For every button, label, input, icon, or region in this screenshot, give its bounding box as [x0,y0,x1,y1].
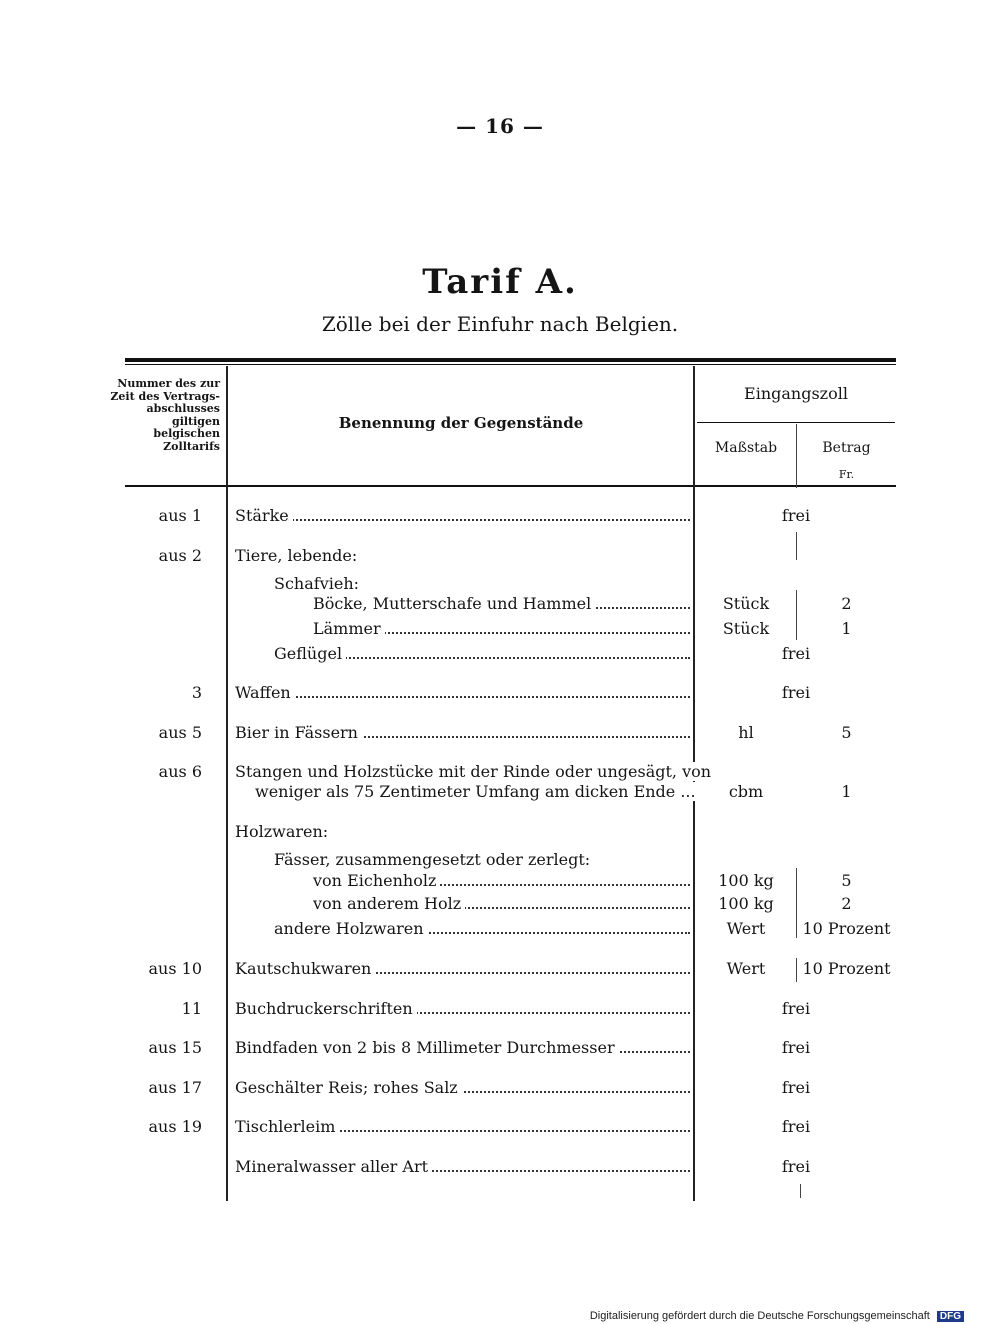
item-description [235,1036,690,1060]
item-description-text: Bier in Fässern [235,723,362,742]
duty-amount: 10 Prozent [802,919,891,938]
duty-measure: Stück [722,594,770,613]
item-description [274,642,690,666]
item-description [235,504,690,528]
table-row [0,869,1000,893]
tariff-number: 11 [181,999,202,1018]
dfg-logo: DFG [937,1311,964,1322]
duty-measure: 100 kg [718,894,774,913]
duty-free: frei [781,506,811,525]
item-description [255,780,696,804]
table-row [0,642,1000,666]
table-row [0,820,1000,844]
table-row [0,1036,1000,1060]
duty-amount: 2 [841,594,852,613]
duty-amount: 2 [841,894,852,913]
item-description-text: Fässer, zusammengesetzt oder zerlegt: [274,850,594,869]
column-header-number: Nummer des zur Zeit des Vertrags-abschlusses giltigen belgischen Zolltarifs [110,377,220,453]
item-description [313,617,690,641]
duty-free: frei [781,644,811,663]
column-header-amount: Betrag [822,440,871,456]
duty-amount: 5 [841,723,852,742]
table-divider-measure-5 [800,1184,801,1198]
item-description [235,820,690,844]
table-row [0,892,1000,916]
duty-measure: Wert [726,919,766,938]
item-description-text: Waffen [235,683,295,702]
column-header-duty: Eingangszoll [744,384,848,403]
item-description-text: Mineralwasser aller Art [235,1157,432,1176]
duty-free: frei [781,999,811,1018]
item-description [235,1155,690,1179]
item-description-text: Stangen und Holzstücke mit der Rinde oder ungesägt, von [235,762,715,781]
table-row [0,780,1000,804]
tariff-number: 3 [191,683,202,702]
item-description [235,681,690,705]
column-header-currency: Fr. [838,468,855,481]
footer-credit [590,1310,964,1322]
table-row [0,504,1000,528]
item-description-text: Kautschukwaren [235,959,375,978]
duty-measure: cbm [728,782,764,801]
item-description-text: Schafvieh: [274,574,363,593]
table-row [0,917,1000,941]
duty-measure: 100 kg [718,871,774,890]
tariff-number: aus 5 [158,723,202,742]
duty-free: frei [781,1117,811,1136]
duty-free: frei [781,1038,811,1057]
item-description [235,997,690,1021]
item-description [235,1076,690,1100]
table-row [0,957,1000,981]
table-row [0,592,1000,616]
duty-measure: Stück [722,619,770,638]
dot-leader [235,519,690,521]
item-description-text: Stärke [235,506,293,525]
duty-free: frei [781,1157,811,1176]
item-description [235,721,690,745]
table-top-rule [125,358,896,362]
duty-amount: 5 [841,871,852,890]
item-description [313,892,690,916]
item-description [235,957,690,981]
item-description-text: Böcke, Mutterschafe und Hammel [313,594,595,613]
table-row [0,617,1000,641]
page-title: Tarif A. [422,262,578,302]
page-number: — 16 — [456,114,544,138]
duty-measure: hl [738,723,754,742]
table-row [0,721,1000,745]
table-row [0,544,1000,568]
item-description [313,869,690,893]
item-description-text: Buchdruckerschriften [235,999,417,1018]
item-description-text: Tiere, lebende: [235,546,361,565]
item-description-text: andere Holzwaren [274,919,428,938]
page-subtitle: Zölle bei der Einfuhr nach Belgien. [321,312,679,336]
duty-header-rule [697,422,895,423]
tariff-number: aus 17 [148,1078,202,1097]
tariff-number: aus 2 [158,546,202,565]
duty-free: frei [781,683,811,702]
item-description [313,592,690,616]
item-description-text: Geschälter Reis; rohes Salz [235,1078,462,1097]
table-row [0,681,1000,705]
tariff-number: aus 6 [158,762,202,781]
item-description-text: Tischlerleim [235,1117,339,1136]
item-description-text: Lämmer [313,619,385,638]
duty-measure: Wert [726,959,766,978]
item-description-text: Geflügel [274,644,346,663]
column-header-name: Benennung der Gegenstände [338,414,584,432]
item-description [274,917,690,941]
duty-amount: 1 [841,619,852,638]
tariff-number: aus 19 [148,1117,202,1136]
table-top-rule-thin [125,364,896,365]
dot-leader [235,696,690,698]
footer-credit-text: Digitalisierung gefördert durch die Deutsche Forschungsgemeinschaft [589,1310,930,1322]
duty-free: frei [781,1078,811,1097]
table-row [0,997,1000,1021]
item-description [235,760,712,784]
tariff-number: aus 15 [148,1038,202,1057]
item-description [235,1115,690,1139]
item-description-text: von anderem Holz [313,894,465,913]
duty-amount: 10 Prozent [802,959,891,978]
table-header-rule [125,485,896,487]
item-description-text: von Eichenholz [313,871,440,890]
item-description-text: Bindfaden von 2 bis 8 Millimeter Durchmesser [235,1038,619,1057]
tariff-number: aus 10 [148,959,202,978]
table-row [0,1155,1000,1179]
duty-amount: 1 [841,782,852,801]
item-description-text: weniger als 75 Zentimeter Umfang am dicken Ende ... [255,782,700,801]
item-description-text: Holzwaren: [235,822,332,841]
table-row [0,1115,1000,1139]
column-header-measure: Maßstab [714,440,778,456]
tariff-number: aus 1 [158,506,202,525]
table-divider-measure-header [796,424,797,488]
table-row [0,1076,1000,1100]
item-description [235,544,690,568]
